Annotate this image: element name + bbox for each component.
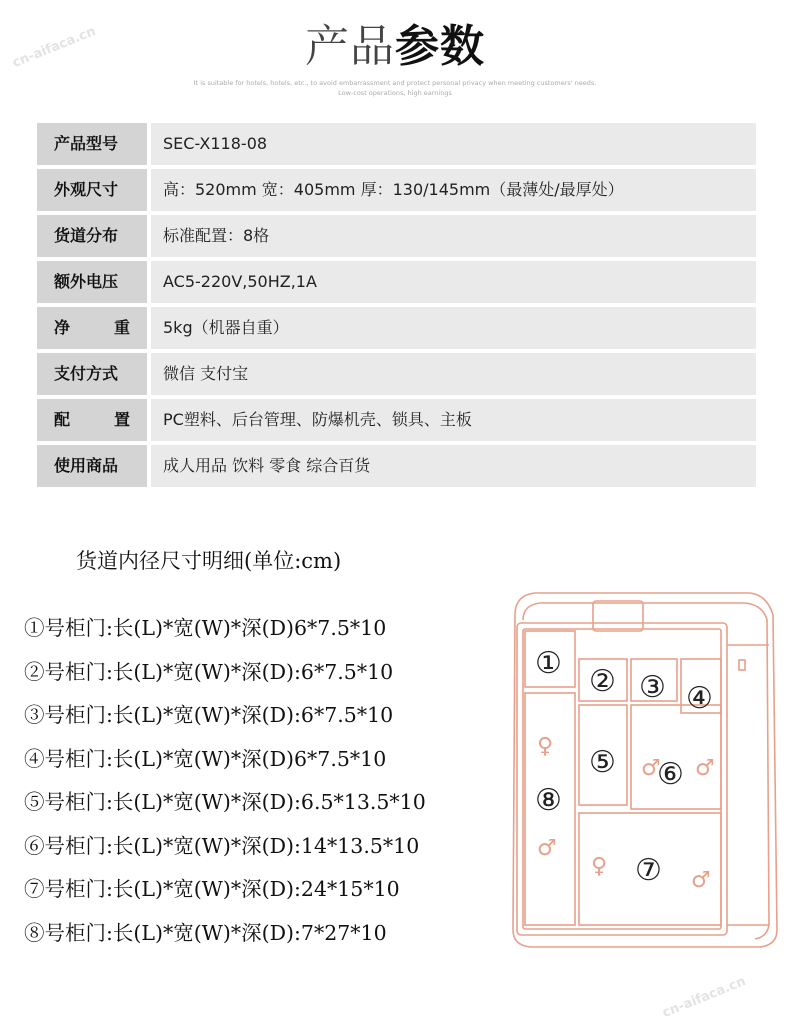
section-title: 货道内径尺寸明细(单位:cm) xyxy=(76,549,342,573)
subtitle-line-2: Low-cost operations, high earnings xyxy=(338,89,452,97)
spec-label: 产品型号 xyxy=(37,123,147,165)
door-size-item: ①号柜门:长(L)*宽(W)*深(D)6*7.5*10 xyxy=(24,616,387,640)
female-symbol-icon: ♀ xyxy=(591,854,608,879)
watermark: cn-aifaca.cn xyxy=(660,973,748,1022)
door-size-item: ⑤号柜门:长(L)*宽(W)*深(D):6.5*13.5*10 xyxy=(24,790,426,814)
door-number-6: ⑥ xyxy=(657,757,684,792)
spec-value: SEC-X118-08 xyxy=(151,123,756,165)
spec-value: 成人用品 饮料 零食 综合百货 xyxy=(151,445,756,487)
title-thin: 产品 xyxy=(305,21,395,72)
door-number-5: ⑤ xyxy=(589,745,616,780)
page-title xyxy=(0,10,790,74)
spec-label: 额外电压 xyxy=(37,261,147,303)
door-number-7: ⑦ xyxy=(635,853,662,888)
spec-value: PC塑料、后台管理、防爆机壳、锁具、主板 xyxy=(151,399,756,441)
spec-row-size xyxy=(37,169,756,211)
spec-row-weight xyxy=(37,307,756,349)
spec-value: 标准配置：8格 xyxy=(151,215,756,257)
male-symbol-icon: ♂ xyxy=(641,756,661,781)
door-size-item: ②号柜门:长(L)*宽(W)*深(D):6*7.5*10 xyxy=(24,659,394,684)
door-number-4: ④ xyxy=(686,681,713,716)
spec-row-slots xyxy=(37,215,756,257)
page-subtitle xyxy=(0,78,790,98)
door-number-3: ③ xyxy=(639,670,666,705)
door-size-item: ③号柜门:长(L)*宽(W)*深(D):6*7.5*10 xyxy=(24,703,394,727)
male-symbol-icon: ♂ xyxy=(691,868,711,893)
door-size-list xyxy=(24,612,426,960)
spec-row-payment xyxy=(37,353,756,395)
male-symbol-icon: ♂ xyxy=(695,756,715,781)
spec-label: 外观尺寸 xyxy=(37,169,147,211)
spec-label xyxy=(37,399,147,441)
spec-row-voltage xyxy=(37,261,756,303)
door-size-item: ⑧号柜门:长(L)*宽(W)*深(D):7*27*10 xyxy=(24,920,387,945)
spec-value: 高：520mm 宽：405mm 厚：130/145mm（最薄处/最厚处） xyxy=(151,169,756,211)
title-bold: 参数 xyxy=(395,21,485,72)
spec-label xyxy=(37,307,147,349)
spec-label: 货道分布 xyxy=(37,215,147,257)
door-size-item: ⑦号柜门:长(L)*宽(W)*深(D):24*15*10 xyxy=(24,877,400,901)
subtitle-line-1: It is suitable for hotels, hotels, etc., to avoid embarrassment and protect personal privacy when meeting customers' needs. xyxy=(193,79,597,87)
watermark: cn-aifaca.cn xyxy=(10,23,98,72)
spec-label-char: 置 xyxy=(113,410,130,429)
door-number-8: ⑧ xyxy=(535,783,562,818)
male-symbol-icon: ♂ xyxy=(537,836,557,861)
female-symbol-icon: ♀ xyxy=(537,734,554,759)
spec-row-model xyxy=(37,123,756,165)
spec-label: 支付方式 xyxy=(37,353,147,395)
spec-row-products xyxy=(37,445,756,487)
spec-value: 5kg（机器自重） xyxy=(151,307,756,349)
door-number-2: ② xyxy=(589,664,616,699)
spec-table xyxy=(37,123,756,491)
door-size-item: ④号柜门:长(L)*宽(W)*深(D)6*7.5*10 xyxy=(24,746,387,771)
spec-label-char: 配 xyxy=(54,410,71,429)
spec-value: 微信 支付宝 xyxy=(151,353,756,395)
spec-label: 使用商品 xyxy=(37,445,147,487)
spec-label-char: 重 xyxy=(113,318,130,337)
spec-row-config xyxy=(37,399,756,441)
spec-value: AC5-220V,50HZ,1A xyxy=(151,261,756,303)
vending-machine-illustration xyxy=(505,585,785,960)
door-size-item: ⑥号柜门:长(L)*宽(W)*深(D):14*13.5*10 xyxy=(24,833,420,858)
spec-label-char: 净 xyxy=(54,318,71,337)
door-number-1: ① xyxy=(535,646,562,681)
